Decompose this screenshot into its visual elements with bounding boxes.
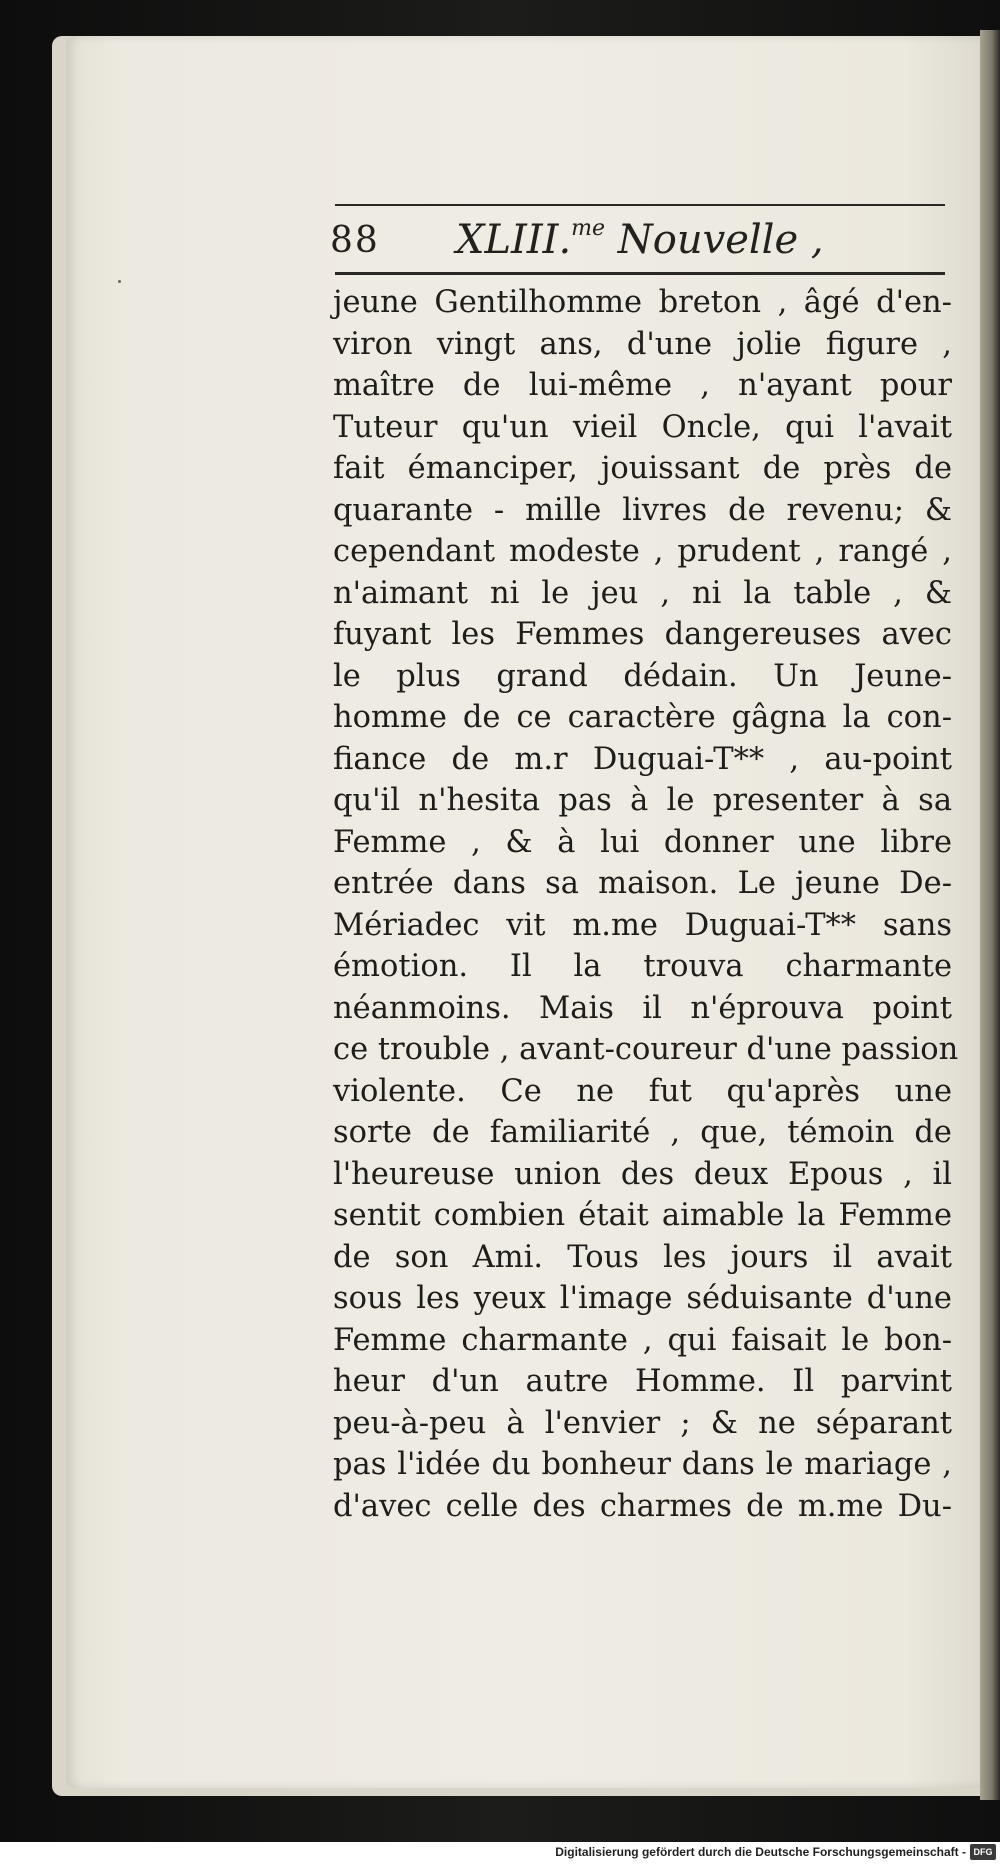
- running-title: [456, 216, 824, 263]
- text-line: sentit combien était aimable la Femme: [333, 1198, 952, 1233]
- text-line: ce trouble , avant-coureur d'une passion: [333, 1032, 959, 1067]
- text-line: qu'il n'hesita pas à le presenter à sa: [333, 783, 952, 818]
- text-line: peu-à-peu à l'envier ; & ne séparant: [333, 1405, 952, 1441]
- page-gutter-shadow: [980, 30, 1000, 1800]
- text-line: fuyant les Femmes dangereuses avec: [333, 617, 952, 652]
- text-line: sous les yeux l'image séduisante d'une: [333, 1281, 952, 1316]
- text-line: le plus grand dédain. Un Jeune-: [333, 658, 952, 694]
- text-line: viron vingt ans, d'une jolie figure ,: [333, 326, 952, 362]
- dfg-logo-icon: DFG: [970, 1844, 996, 1860]
- footer-credit: Digitalisierung gefördert durch die Deutsche Forschungsgemeinschaft -: [555, 1845, 966, 1859]
- text-line: cependant modeste , prudent , rangé ,: [333, 534, 952, 569]
- header-rule-top: [335, 204, 945, 206]
- text-line: l'heureuse union des deux Epous , il: [333, 1156, 952, 1192]
- text-line: jeune Gentilhomme breton , âgé d'en-: [333, 285, 952, 320]
- text-line: pas l'idée du bonheur dans le mariage ,: [333, 1447, 952, 1482]
- running-title-numeral: XLIII.: [456, 217, 572, 263]
- text-line: sorte de familiarité , que, témoin de: [333, 1115, 952, 1150]
- text-line: néanmoins. Mais il n'éprouva point: [333, 990, 952, 1026]
- running-head: [330, 214, 950, 268]
- text-line: quarante - mille livres de revenu; &: [333, 492, 952, 528]
- paper-speck: [118, 280, 121, 283]
- text-line: fiance de m.r Duguai-T** , au-point: [333, 741, 952, 777]
- body-text: [333, 282, 959, 1527]
- running-title-superscript: me: [571, 216, 606, 241]
- text-line: Femme charmante , qui faisait le bon-: [333, 1322, 952, 1358]
- text-line: Femme , & à lui donner une libre: [333, 824, 952, 860]
- text-line: entrée dans sa maison. Le jeune De-: [333, 866, 952, 901]
- text-line: d'avec celle des charmes de m.me Du-: [333, 1488, 952, 1524]
- text-line: n'aimant ni le jeu , ni la table , &: [333, 575, 952, 611]
- text-line: heur d'un autre Homme. Il parvint: [333, 1364, 952, 1399]
- text-line: de son Ami. Tous les jours il avait: [333, 1239, 952, 1275]
- page-number: 88: [330, 220, 380, 261]
- text-line: Mériadec vit m.me Duguai-T** sans: [333, 907, 952, 943]
- text-line: Tuteur qu'un vieil Oncle, qui l'avait: [333, 409, 952, 445]
- text-line: violente. Ce ne fut qu'après une: [333, 1073, 952, 1109]
- text-line: émotion. Il la trouva charmante: [333, 949, 952, 984]
- running-title-rest: Nouvelle ,: [605, 217, 824, 263]
- header-rule-bottom: [335, 272, 945, 275]
- text-line: fait émanciper, jouissant de près de: [333, 451, 952, 486]
- text-line: maître de lui-même , n'ayant pour: [333, 368, 952, 403]
- text-line: homme de ce caractère gâgna la con-: [333, 700, 952, 735]
- footer-strip: [0, 1842, 1000, 1864]
